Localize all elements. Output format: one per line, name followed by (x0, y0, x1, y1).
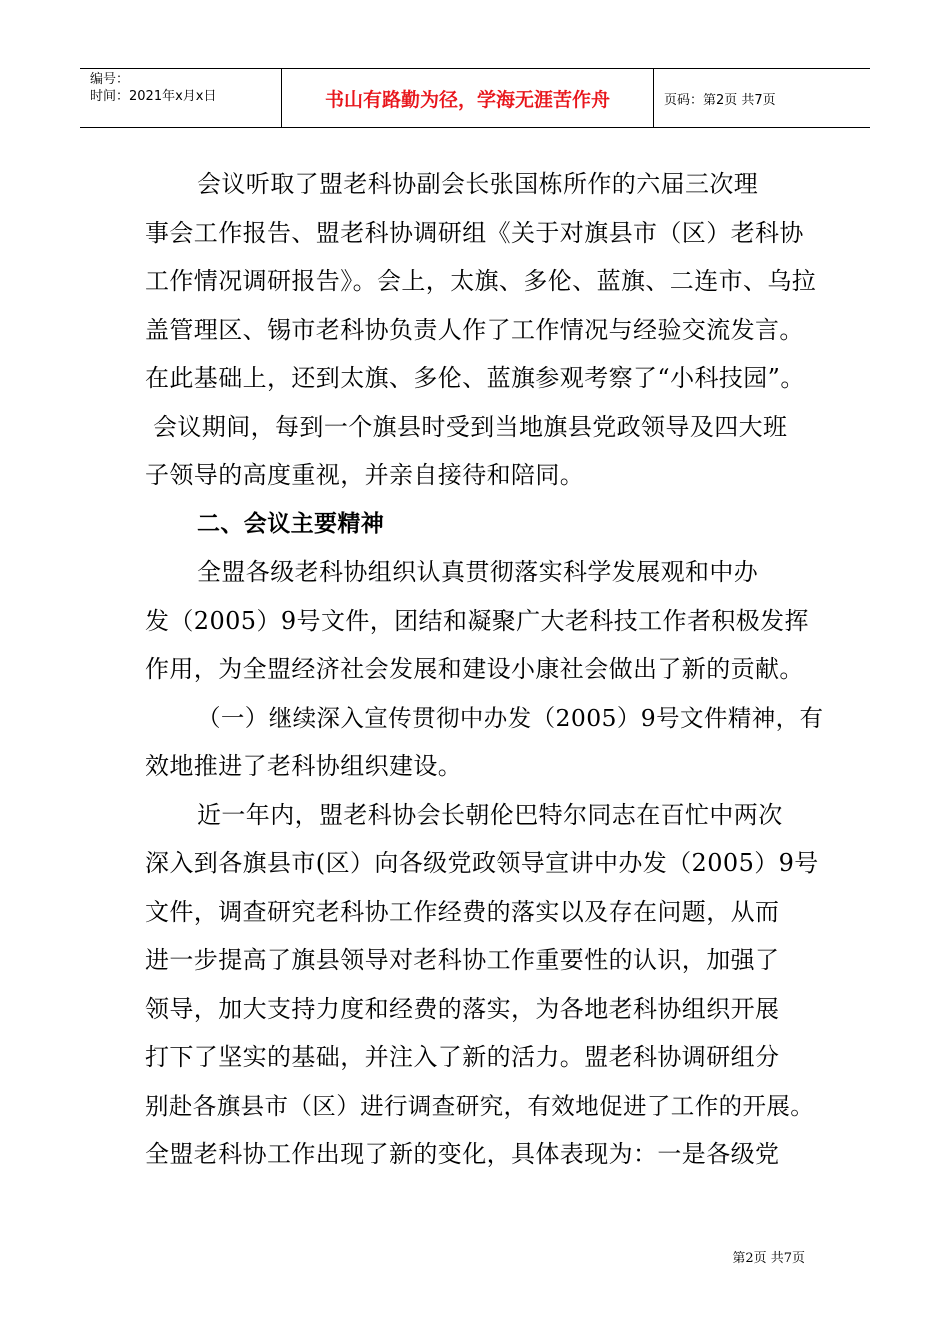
body-line: 打下了坚实的基础，并注入了新的活力。盟老科协调研组分 (145, 1043, 780, 1071)
body-line: 深入到各旗县市(区）向各级党政领导宣讲中办发（2005）9号 (145, 849, 819, 877)
body-line: 会议听取了盟老科协副会长张国栋所作的六届三次理 (197, 170, 759, 198)
header-meta-cell (80, 69, 282, 127)
body-line: 全盟老科协工作出现了新的变化，具体表现为：一是各级党 (145, 1140, 780, 1168)
body-line: 会议期间，每到一个旗县时受到当地旗县党政领导及四大班 (145, 412, 788, 441)
body-line: 别赴各旗县市（区）进行调查研究，有效地促进了工作的开展。 (145, 1091, 815, 1120)
document-number-label: 编号： (90, 72, 130, 87)
body-line: 工作情况调研报告》。会上，太旗、多伦、蓝旗、二连市、乌拉 (145, 267, 817, 295)
body-line: 发（2005）9号文件，团结和凝聚广大老科技工作者积极发挥 (145, 606, 809, 635)
body-line: 全盟各级老科协组织认真贯彻落实科学发展观和中办 (197, 558, 759, 586)
header-motto: 书山有路勤为径，学海无涯苦作舟 (282, 69, 654, 127)
body-line: 子领导的高度重视，并亲自接待和陪同。 (145, 461, 585, 489)
body-line: 近一年内，盟老科协会长朝伦巴特尔同志在百忙中两次 (197, 800, 783, 829)
body-line: 作用，为全盟经济社会发展和建设小康社会做出了新的贡献。 (145, 655, 804, 683)
body-line: 文件，调查研究老科协工作经费的落实以及存在问题，从而 (145, 897, 780, 926)
page-footer: 第2页 共7页 (732, 1251, 805, 1266)
section-heading: 二、会议主要精神 (197, 510, 385, 537)
body-line: 事会工作报告、盟老科协调研组《关于对旗县市（区）老科协 (145, 218, 804, 247)
document-date-label: 时间：2021年x月x日 (90, 89, 217, 104)
body-line: 在此基础上，还到太旗、多伦、蓝旗参观考察了“小科技园”。 (145, 364, 805, 392)
document-body (145, 160, 824, 1179)
subsection-heading: （一）继续深入宣传贯彻中办发（2005）9号文件精神，有 (197, 703, 824, 732)
body-line: 效地推进了老科协组织建设。 (145, 752, 463, 780)
header-page-number: 页码：第2页 共7页 (664, 92, 776, 108)
body-line: 领导，加大支持力度和经费的落实，为各地老科协组织开展 (145, 994, 780, 1023)
body-line: 进一步提高了旗县领导对老科协工作重要性的认识，加强了 (145, 946, 780, 974)
page-header (80, 68, 870, 128)
body-line: 盖管理区、锡市老科协负责人作了工作情况与经验交流发言。 (145, 315, 804, 344)
